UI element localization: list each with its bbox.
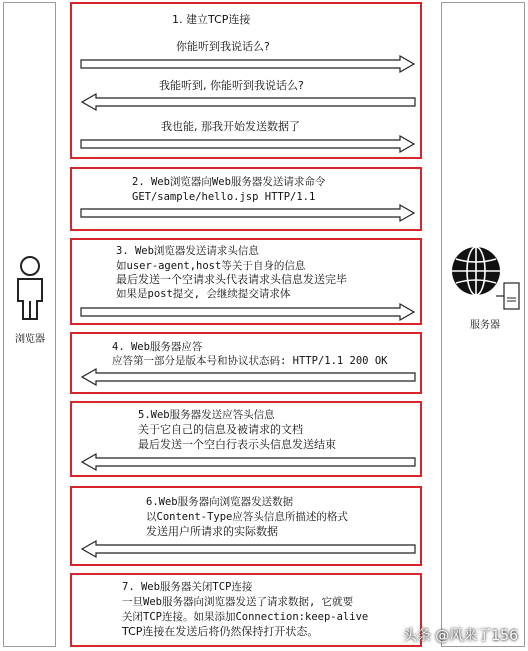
arrow-to-server <box>80 302 416 322</box>
step-1-tcp-handshake <box>70 2 422 159</box>
globe-server-icon <box>448 243 524 313</box>
step-6-title: 6.Web服务器向浏览器发送数据 <box>146 496 294 508</box>
arrow-to-server <box>80 54 416 74</box>
step-6-line-2: 发送用户所请求的实际数据 <box>146 525 278 538</box>
step-7-line-1: 一旦Web服务器向浏览器发送了请求数据, 它就要 <box>122 596 354 608</box>
step-3-line-1: 如user-agent,host等关于自身的信息 <box>116 260 306 272</box>
step-2-request-command <box>70 167 422 231</box>
step-5-response-headers <box>70 401 422 477</box>
server-lane <box>441 2 525 647</box>
step-4-line-1: 应答第一部分是版本号和协议状态码: HTTP/1.1 200 OK <box>112 355 388 367</box>
arrow-to-server <box>80 134 416 154</box>
step-2-title: 2. Web浏览器向Web服务器发送请求命令 <box>132 176 326 188</box>
arrow-to-client <box>80 367 416 387</box>
step-4-server-response <box>70 332 422 394</box>
message-2-text: 我能听到, 你能听到我说话么? <box>159 79 304 92</box>
browser-label: 浏览器 <box>15 334 45 345</box>
arrow-to-client <box>80 539 416 559</box>
arrow-to-server <box>80 203 416 223</box>
step-7-line-2: 关闭TCP连接。如果添加Connection:keep-alive <box>122 611 369 623</box>
step-4-title: 4. Web服务器应答 <box>112 341 203 353</box>
step-6-line-1: 以Content-Type应答头信息所描述的格式 <box>146 511 348 523</box>
step-3-request-headers <box>70 238 422 325</box>
step-3-title: 3. Web浏览器发送请求头信息 <box>116 245 259 257</box>
message-3-text: 我也能, 那我开始发送数据了 <box>161 120 300 133</box>
step-6-send-data <box>70 486 422 566</box>
server-label: 服务器 <box>470 320 500 331</box>
step-7-line-3: TCP连接在发送后将仍然保持打开状态。 <box>122 625 319 638</box>
step-7-close-connection <box>70 573 422 647</box>
browser-lane <box>3 2 56 647</box>
step-3-line-3: 如果是post提交, 会继续提交请求体 <box>116 288 291 300</box>
step-5-title: 5.Web服务器发送应答头信息 <box>138 409 275 421</box>
watermark: 头条 @风来了156 <box>402 628 518 644</box>
arrow-to-client <box>80 92 416 112</box>
message-1-text: 你能听到我说话么? <box>176 40 270 53</box>
step-7-title: 7. Web服务器关闭TCP连接 <box>122 581 253 593</box>
arrow-to-client <box>80 452 416 472</box>
person-icon <box>13 255 47 321</box>
step-2-line-1: GET/sample/hello.jsp HTTP/1.1 <box>132 191 316 203</box>
step-1-title: 1. 建立TCP连接 <box>172 13 251 26</box>
step-5-line-1: 关于它自己的信息及被请求的文档 <box>138 423 303 436</box>
step-5-line-2: 最后发送一个空白行表示头信息发送结束 <box>138 438 336 451</box>
step-3-line-2: 最后发送一个空请求头代表请求头信息发送完毕 <box>116 273 347 286</box>
